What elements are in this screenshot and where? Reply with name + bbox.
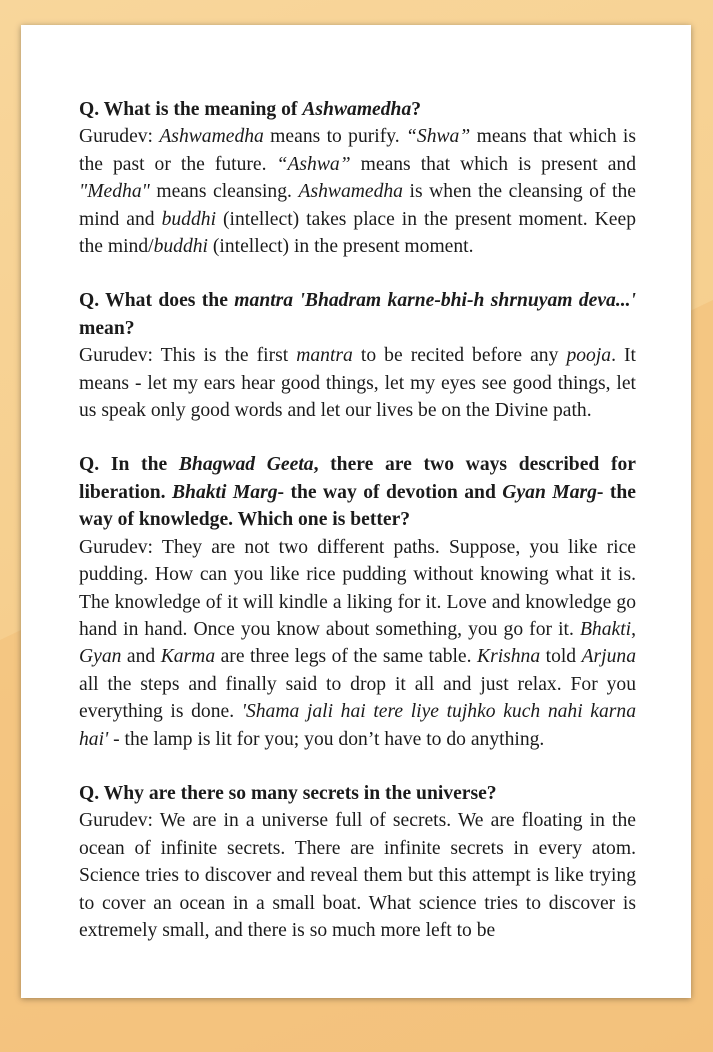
answer-segment: - the lamp is lit for you; you don’t have to do anything.: [108, 728, 545, 750]
qa-block-secrets: [79, 780, 636, 944]
answer-segment: ,: [631, 618, 636, 640]
qa-content: [79, 96, 636, 971]
answer-segment: (intellect) in the present moment.: [208, 236, 474, 258]
qa-block-bhagwad-geeta: [79, 451, 636, 752]
answer-italic-segment: buddhi: [153, 236, 208, 258]
question-segment: Q. What does the: [79, 290, 235, 312]
answer-segment: Gurudev:: [79, 126, 160, 148]
answer-segment: Gurudev: We are in a universe full of secrets. We are floating in the ocean of infinite secrets. There are infinite secrets in every atom. Science tries to discover and reveal them but this attempt is like trying to cover an ocean in a small boat. What science tries to discover is extremely small, and there is so much more left to be: [79, 810, 636, 941]
answer-segment: means that which is the past or the future.: [79, 126, 636, 175]
answer-segment: is when the cleansing of the mind and: [79, 181, 636, 230]
answer-italic-segment: mantra: [296, 345, 353, 367]
answer-segment: and: [121, 646, 161, 668]
answer-italic-segment: “Shwa”: [406, 126, 471, 148]
question-italic-segment: Gyan Marg: [502, 481, 597, 503]
question-segment: ?: [411, 99, 422, 120]
answer-segment: are three legs of the same table.: [215, 646, 477, 668]
answer-italic-segment: Ashwamedha: [159, 126, 264, 148]
question-segment: Q. What is the meaning of: [79, 99, 303, 120]
question-italic-segment: Bhakti Marg: [171, 481, 278, 503]
answer-text: [79, 123, 636, 260]
answer-segment: means cleansing.: [149, 181, 299, 203]
answer-italic-segment: Ashwamedha: [298, 181, 403, 203]
answer-segment: Gurudev: They are not two different paths. Suppose, you like rice pudding. How can you like rice pudding without knowing what it is. The knowledge of it will kindle a liking for it. Love and knowledge go hand in hand. Once you know about something, you go for it.: [79, 536, 636, 640]
question-segment: mean?: [79, 317, 135, 339]
answer-text: [79, 342, 636, 424]
answer-text: [79, 807, 636, 944]
answer-italic-segment: Bhakti: [579, 618, 632, 640]
answer-segment: all the steps and finally said to drop it all and just relax. For you everything is done.: [79, 673, 636, 723]
question-italic-segment: Ashwamedha: [302, 99, 412, 120]
question-text: [79, 451, 636, 533]
question-text: [79, 780, 636, 807]
answer-segment: means to purify.: [263, 126, 406, 148]
question-text: [79, 287, 636, 342]
question-italic-segment: mantra 'Bhadram karne-bhi-h shrnuyam deva...': [234, 290, 636, 312]
answer-segment: to be recited before any: [352, 345, 567, 367]
answer-italic-segment: "Medha": [79, 181, 150, 203]
question-italic-segment: Bhagwad Geeta: [178, 454, 314, 476]
question-segment: Q. Why are there so many secrets in the universe?: [79, 782, 497, 804]
answer-segment: . It means - let my ears hear good things, let my eyes see good things, let us speak only good words and let our lives be on the Divine path.: [79, 345, 636, 422]
qa-block-ashwamedha: [79, 96, 636, 260]
book-page: [21, 25, 691, 998]
answer-segment: means that which is present and: [350, 153, 636, 175]
question-segment: , there are two ways described for liberation.: [79, 454, 636, 503]
answer-segment: Gurudev: This is the first: [79, 345, 297, 367]
question-segment: - the way of knowledge. Which one is better?: [79, 481, 637, 531]
answer-italic-segment: Gyan: [79, 646, 122, 668]
answer-italic-segment: buddhi: [161, 208, 217, 230]
answer-italic-segment: “Ashwa”: [276, 153, 351, 175]
question-text: [79, 96, 636, 123]
question-segment: Q. In the: [79, 454, 179, 476]
answer-italic-segment: Krishna: [477, 646, 541, 668]
answer-italic-segment: pooja: [566, 345, 612, 367]
answer-italic-segment: Arjuna: [581, 646, 637, 668]
answer-segment: told: [540, 646, 582, 668]
answer-italic-segment: Karma: [160, 646, 216, 668]
answer-segment: (intellect) takes place in the present moment. Keep the mind/: [79, 208, 636, 258]
answer-text: [79, 534, 636, 753]
question-segment: - the way of devotion and: [277, 481, 503, 503]
qa-block-mantra: [79, 287, 636, 424]
answer-italic-segment: 'Shama jali hai tere liye tujhko kuch nahi karna hai': [79, 701, 637, 750]
